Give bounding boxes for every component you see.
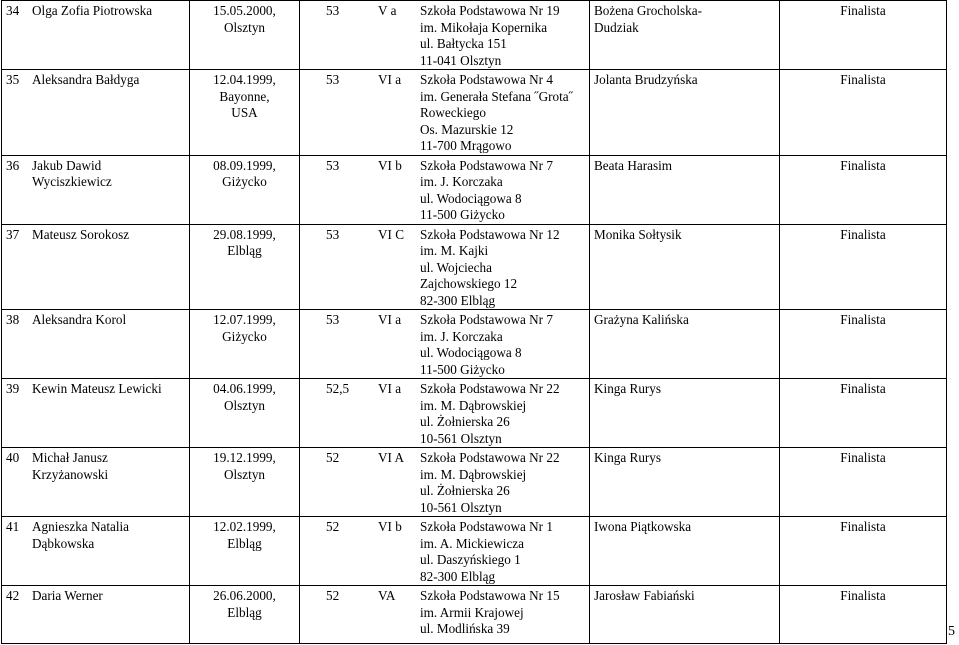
teacher-name: Kinga Rurys xyxy=(594,381,662,396)
school-cell xyxy=(300,517,590,586)
school-cell xyxy=(300,155,590,224)
birth-date-line: 26.06.2000, xyxy=(213,588,276,603)
school-address-line: im. Generała Stefana ˝Grota˝ xyxy=(420,88,574,104)
birth-date-place-cell xyxy=(190,448,300,517)
participant-name: Aleksandra Bałdyga xyxy=(32,72,140,87)
birth-date-line: Olsztyn xyxy=(223,466,266,482)
participant-name-cell xyxy=(2,310,190,379)
points: 53 xyxy=(326,72,340,87)
school-cell xyxy=(300,70,590,156)
class-label: VI b xyxy=(378,519,402,534)
school-cell xyxy=(300,310,590,379)
award-title: Finalista xyxy=(840,312,886,327)
participant-name-cell xyxy=(2,586,190,644)
birth-date-line: Elbląg xyxy=(227,243,262,258)
row-number: 37 xyxy=(6,226,20,242)
award-title: Finalista xyxy=(840,450,886,465)
birth-date-line: Giżycko xyxy=(222,328,267,344)
birth-date-place-cell xyxy=(190,310,300,379)
row-number: 41 xyxy=(6,519,20,534)
class-label: VI A xyxy=(378,450,405,465)
school-address-line: ul. Wodociągowa 8 xyxy=(420,345,522,360)
title-cell xyxy=(780,586,947,644)
birth-date-line: 12.02.1999, xyxy=(213,519,276,534)
class-label: VI a xyxy=(378,312,402,327)
teacher-name: Beata Harasim xyxy=(594,157,672,173)
birth-date-line: 08.09.1999, xyxy=(213,157,276,173)
title-cell xyxy=(780,310,947,379)
birth-date-line: Bayonne, xyxy=(219,88,270,104)
row-number: 36 xyxy=(6,157,20,173)
birth-date-place-cell xyxy=(190,379,300,448)
teacher-cell xyxy=(590,448,780,517)
participant-name: Agnieszka Natalia xyxy=(32,519,130,534)
school-address-line: ul. Żołnierska 26 xyxy=(420,483,510,498)
table-row xyxy=(2,586,947,644)
birth-date-line: 12.07.1999, xyxy=(213,312,276,327)
birth-date-line: 19.12.1999, xyxy=(213,450,276,465)
teacher-name: Jolanta Brudzyńska xyxy=(594,72,698,87)
school-address-line: ul. Wodociągowa 8 xyxy=(420,190,522,206)
award-title: Finalista xyxy=(840,3,886,18)
teacher-name: Iwona Piątkowska xyxy=(594,519,692,534)
school-address-line: Zajchowskiego 12 xyxy=(420,276,518,291)
school-address-line: 11-700 Mrągowo xyxy=(420,138,512,153)
teacher-name: Jarosław Fabiański xyxy=(594,588,695,603)
school-address-line: 10-561 Olsztyn xyxy=(420,499,502,515)
school-address-line: Szkoła Podstawowa Nr 4 xyxy=(420,72,553,87)
points: 52 xyxy=(326,519,340,534)
teacher-cell xyxy=(590,379,780,448)
school-address-line: Szkoła Podstawowa Nr 22 xyxy=(420,381,560,396)
birth-date-line: 15.05.2000, xyxy=(213,3,276,18)
participant-name-cell xyxy=(2,448,190,517)
table-row xyxy=(2,1,947,70)
points: 52 xyxy=(326,450,340,465)
teacher-cell xyxy=(590,586,780,644)
school-address-line: 11-041 Olsztyn xyxy=(420,52,502,68)
class-label: VI a xyxy=(378,381,402,396)
teacher-name: Dudziak xyxy=(594,19,639,35)
participant-name: Jakub Dawid xyxy=(32,157,102,173)
teacher-cell xyxy=(590,517,780,586)
school-cell xyxy=(300,1,590,70)
teacher-cell xyxy=(590,70,780,156)
award-title: Finalista xyxy=(840,381,886,396)
school-address-line: 82-300 Elbląg xyxy=(420,292,496,308)
school-address-line: 11-500 Giżycko xyxy=(420,361,505,377)
teacher-name: Monika Sołtysik xyxy=(594,226,682,242)
participant-name: Michał Janusz xyxy=(32,450,108,465)
birth-date-line: USA xyxy=(231,105,258,120)
title-cell xyxy=(780,517,947,586)
table-row xyxy=(2,70,947,156)
table-row xyxy=(2,379,947,448)
school-address-line: ul. Daszyńskiego 1 xyxy=(420,552,521,567)
school-address-line: im. M. Dąbrowskiej xyxy=(420,397,527,413)
title-cell xyxy=(780,70,947,156)
table-row xyxy=(2,448,947,517)
points: 53 xyxy=(326,226,340,242)
birth-date-line: 12.04.1999, xyxy=(213,72,276,87)
school-cell xyxy=(300,448,590,517)
row-number: 40 xyxy=(6,450,20,465)
class-label: VI a xyxy=(378,72,402,87)
teacher-name: Bożena Grocholska- xyxy=(594,3,703,18)
results-table-body xyxy=(2,1,947,644)
participant-name: Aleksandra Korol xyxy=(32,312,127,327)
school-address-line: im. Armii Krajowej xyxy=(420,604,524,620)
title-cell xyxy=(780,448,947,517)
school-address-line: im. A. Mickiewicza xyxy=(420,535,525,551)
birth-date-line: Olsztyn xyxy=(223,19,266,35)
school-address-line: 11-500 Giżycko xyxy=(420,207,505,222)
teacher-cell xyxy=(590,224,780,310)
points: 53 xyxy=(326,312,340,327)
birth-date-line: 04.06.1999, xyxy=(213,381,276,396)
class-label: V a xyxy=(378,3,397,18)
row-number: 42 xyxy=(6,588,20,603)
row-number: 39 xyxy=(6,381,20,396)
table-row xyxy=(2,517,947,586)
school-cell xyxy=(300,224,590,310)
school-address-line: Szkoła Podstawowa Nr 22 xyxy=(420,450,560,465)
birth-date-line: 29.08.1999, xyxy=(213,226,276,242)
birth-date-place-cell xyxy=(190,517,300,586)
school-address-line: Szkoła Podstawowa Nr 7 xyxy=(420,312,553,327)
participant-name-cell xyxy=(2,70,190,156)
participant-name: Mateusz Sorokosz xyxy=(32,226,130,242)
birth-date-place-cell xyxy=(190,586,300,644)
school-address-line: im. Mikołaja Kopernika xyxy=(420,19,548,35)
school-address-line: 82-300 Elbląg xyxy=(420,568,496,584)
table-row xyxy=(2,224,947,310)
points: 53 xyxy=(326,157,340,173)
participant-name: Wyciszkiewicz xyxy=(32,174,112,189)
title-cell xyxy=(780,224,947,310)
award-title: Finalista xyxy=(840,72,886,87)
participant-name-cell xyxy=(2,379,190,448)
award-title: Finalista xyxy=(840,519,886,534)
participant-name: Krzyżanowski xyxy=(32,466,109,482)
school-address-line: Szkoła Podstawowa Nr 15 xyxy=(420,588,560,603)
page-number: 5 xyxy=(948,624,955,639)
table-row xyxy=(2,155,947,224)
row-number: 35 xyxy=(6,72,20,87)
results-table xyxy=(1,0,947,644)
participant-name-cell xyxy=(2,155,190,224)
participant-name: Daria Werner xyxy=(32,588,103,603)
participant-name-cell xyxy=(2,224,190,310)
award-title: Finalista xyxy=(840,157,886,173)
participant-name: Kewin Mateusz Lewicki xyxy=(32,381,162,396)
school-address-line: Szkoła Podstawowa Nr 7 xyxy=(420,157,553,173)
class-label: VI b xyxy=(378,157,402,173)
row-number: 38 xyxy=(6,312,20,327)
participant-name: Olga Zofia Piotrowska xyxy=(32,3,153,18)
birth-date-place-cell xyxy=(190,224,300,310)
award-title: Finalista xyxy=(840,226,886,242)
school-address-line: Szkoła Podstawowa Nr 1 xyxy=(420,519,553,534)
school-address-line: ul. Żołnierska 26 xyxy=(420,414,510,429)
school-address-line: ul. Modlińska 39 xyxy=(420,621,510,636)
school-address-line: Szkoła Podstawowa Nr 19 xyxy=(420,3,560,18)
school-address-line: im. J. Korczaka xyxy=(420,174,503,189)
school-address-line: im. J. Korczaka xyxy=(420,328,503,344)
birth-date-line: Giżycko xyxy=(222,174,267,189)
birth-date-line: Elbląg xyxy=(227,604,262,620)
birth-date-place-cell xyxy=(190,155,300,224)
participant-name-cell xyxy=(2,1,190,70)
birth-date-place-cell xyxy=(190,1,300,70)
school-address-line: Os. Mazurskie 12 xyxy=(420,121,514,137)
teacher-cell xyxy=(590,1,780,70)
birth-date-line: Olsztyn xyxy=(223,397,266,413)
title-cell xyxy=(780,155,947,224)
points: 52,5 xyxy=(326,381,350,396)
class-label: VA xyxy=(378,588,396,603)
school-address-line: im. M. Kajki xyxy=(420,243,489,258)
teacher-name: Kinga Rurys xyxy=(594,450,662,465)
birth-date-place-cell xyxy=(190,70,300,156)
award-title: Finalista xyxy=(840,588,886,603)
birth-date-line: Elbląg xyxy=(227,535,262,551)
school-address-line: 10-561 Olsztyn xyxy=(420,430,502,446)
table-row xyxy=(2,310,947,379)
title-cell xyxy=(780,1,947,70)
participant-name-cell xyxy=(2,517,190,586)
points: 52 xyxy=(326,588,340,603)
teacher-name: Grażyna Kalińska xyxy=(594,312,689,327)
school-cell xyxy=(300,586,590,644)
school-address-line: ul. Wojciecha xyxy=(420,259,492,275)
title-cell xyxy=(780,379,947,448)
teacher-cell xyxy=(590,310,780,379)
school-address-line: Szkoła Podstawowa Nr 12 xyxy=(420,226,560,242)
teacher-cell xyxy=(590,155,780,224)
school-address-line: Roweckiego xyxy=(420,105,486,120)
school-cell xyxy=(300,379,590,448)
school-address-line: im. M. Dąbrowskiej xyxy=(420,466,527,482)
row-number: 34 xyxy=(6,3,20,18)
class-label: VI C xyxy=(378,226,405,242)
participant-name: Dąbkowska xyxy=(32,535,95,551)
school-address-line: ul. Bałtycka 151 xyxy=(420,36,507,51)
points: 53 xyxy=(326,3,340,18)
